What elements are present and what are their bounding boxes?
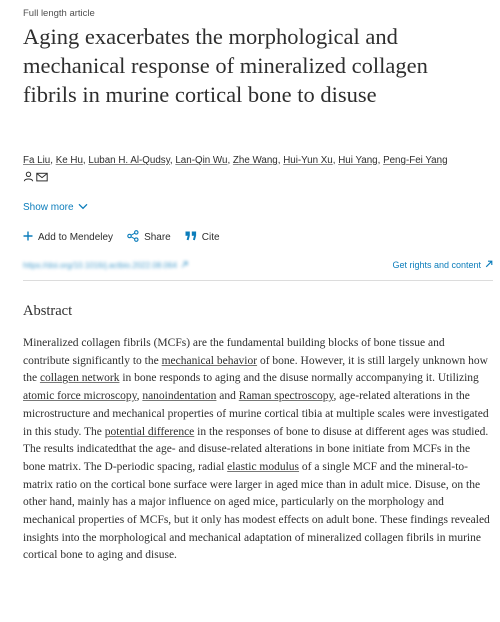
rights-label: Get rights and content [392, 260, 481, 270]
external-link-icon [181, 261, 188, 270]
article-title: Aging exacerbates the morphological and mechanical response of mineralized collagen fibrils in murine cortical bone to disuse [23, 24, 428, 107]
author-link[interactable]: Hui-Yun Xu [283, 155, 333, 166]
doi-text: https://doi.org/10.1016/j.actbio.2022.08.064 [23, 261, 177, 270]
author-link[interactable]: Luban H. Al-Qudsy [88, 155, 170, 166]
abstract-text: Mineralized collagen fibrils (MCFs) are the fundamental building blocks of bone tissue and contribute significantly to the [23, 337, 445, 367]
show-more-label: Show more [23, 202, 74, 213]
term-link-nanoindentation[interactable]: nanoindentation [142, 390, 217, 403]
abstract-paragraph [23, 335, 493, 565]
person-icon[interactable] [23, 171, 34, 182]
plus-icon [23, 231, 33, 244]
term-link-raman-spectroscopy[interactable]: Raman spectroscopy [238, 390, 334, 403]
link-row [23, 260, 493, 274]
envelope-icon[interactable] [36, 172, 48, 182]
author-link[interactable]: Peng-Fei Yang [383, 155, 448, 166]
article-type-label: Full length article [23, 8, 95, 19]
author-link[interactable]: Lan-Qin Wu [175, 155, 228, 166]
abstract-text: and [216, 390, 239, 403]
abstract-text: of bone. However, it is still largely unknown how the [23, 354, 488, 385]
author-icons [23, 171, 48, 182]
abstract-text: , [136, 390, 143, 403]
author-link[interactable]: Fa Liu [23, 155, 51, 166]
section-divider [23, 280, 493, 281]
author-link[interactable]: Zhe Wang [232, 155, 278, 166]
doi-link[interactable] [23, 261, 188, 270]
mendeley-label: Add to Mendeley [38, 232, 114, 243]
abstract-text: , age-related alterations in the microstructure and mechanical properties of murine cortical tibia at multiple scales were investigated in this study. The [23, 390, 489, 438]
chevron-down-icon [78, 202, 88, 213]
author-link[interactable]: Hui Yang [338, 155, 378, 166]
term-link-potential-difference[interactable]: potential difference [104, 425, 195, 438]
cite-button[interactable] [185, 231, 220, 244]
share-icon [127, 230, 139, 245]
abstract-body [23, 335, 493, 565]
article-actions [23, 230, 220, 245]
cite-label: Cite [201, 232, 220, 243]
quote-icon [185, 231, 197, 244]
author-link[interactable]: Ke Hu [55, 155, 83, 166]
abstract-text: in bone responds to aging and the disuse normally accompanying it. Utilizing [119, 372, 479, 385]
term-link-elastic-modulus[interactable]: elastic modulus [227, 460, 300, 473]
term-link-mechanical-behavior[interactable]: mechanical behavior [161, 354, 258, 367]
term-link-atomic-force-microscopy[interactable]: atomic force microscopy [23, 390, 137, 403]
external-link-icon [485, 260, 493, 270]
show-more-button[interactable] [23, 202, 88, 213]
author-list: Fa Liu, Ke Hu, Luban H. Al-Qudsy, Lan-Qin Wu, Zhe Wang, Hui-Yun Xu, Hui Yang, Peng-Fei Yang [23, 155, 448, 166]
share-button[interactable] [127, 230, 171, 245]
add-to-mendeley-button[interactable] [23, 231, 113, 244]
abstract-text: of a single MCF and the mineral-to-matrix ratio on the cortical bone surface were larger in aged mice than in adult mice. Disuse, on the other hand, mainly has a major influence on aged mice, particularly on the morphology and mechanical properties of MCFs, but it only has modest effects on adult bone. These findings revealed insights into the morphological and mechanical adaptation of mineralized collagen fibrils in murine cortical bone to aging and disuse. [23, 460, 490, 562]
abstract-heading: Abstract [23, 303, 73, 319]
share-label: Share [144, 232, 171, 243]
term-link-collagen-network[interactable]: collagen network [39, 372, 120, 385]
abstract-text: in the responses of bone to disuse at different ages was studied. The results indicatedthat the age- and disuse-related alterations in bone initiate from MCFs in the bone matrix. The D-periodic spacing, radial [23, 425, 489, 473]
rights-and-content-link[interactable] [392, 260, 493, 270]
